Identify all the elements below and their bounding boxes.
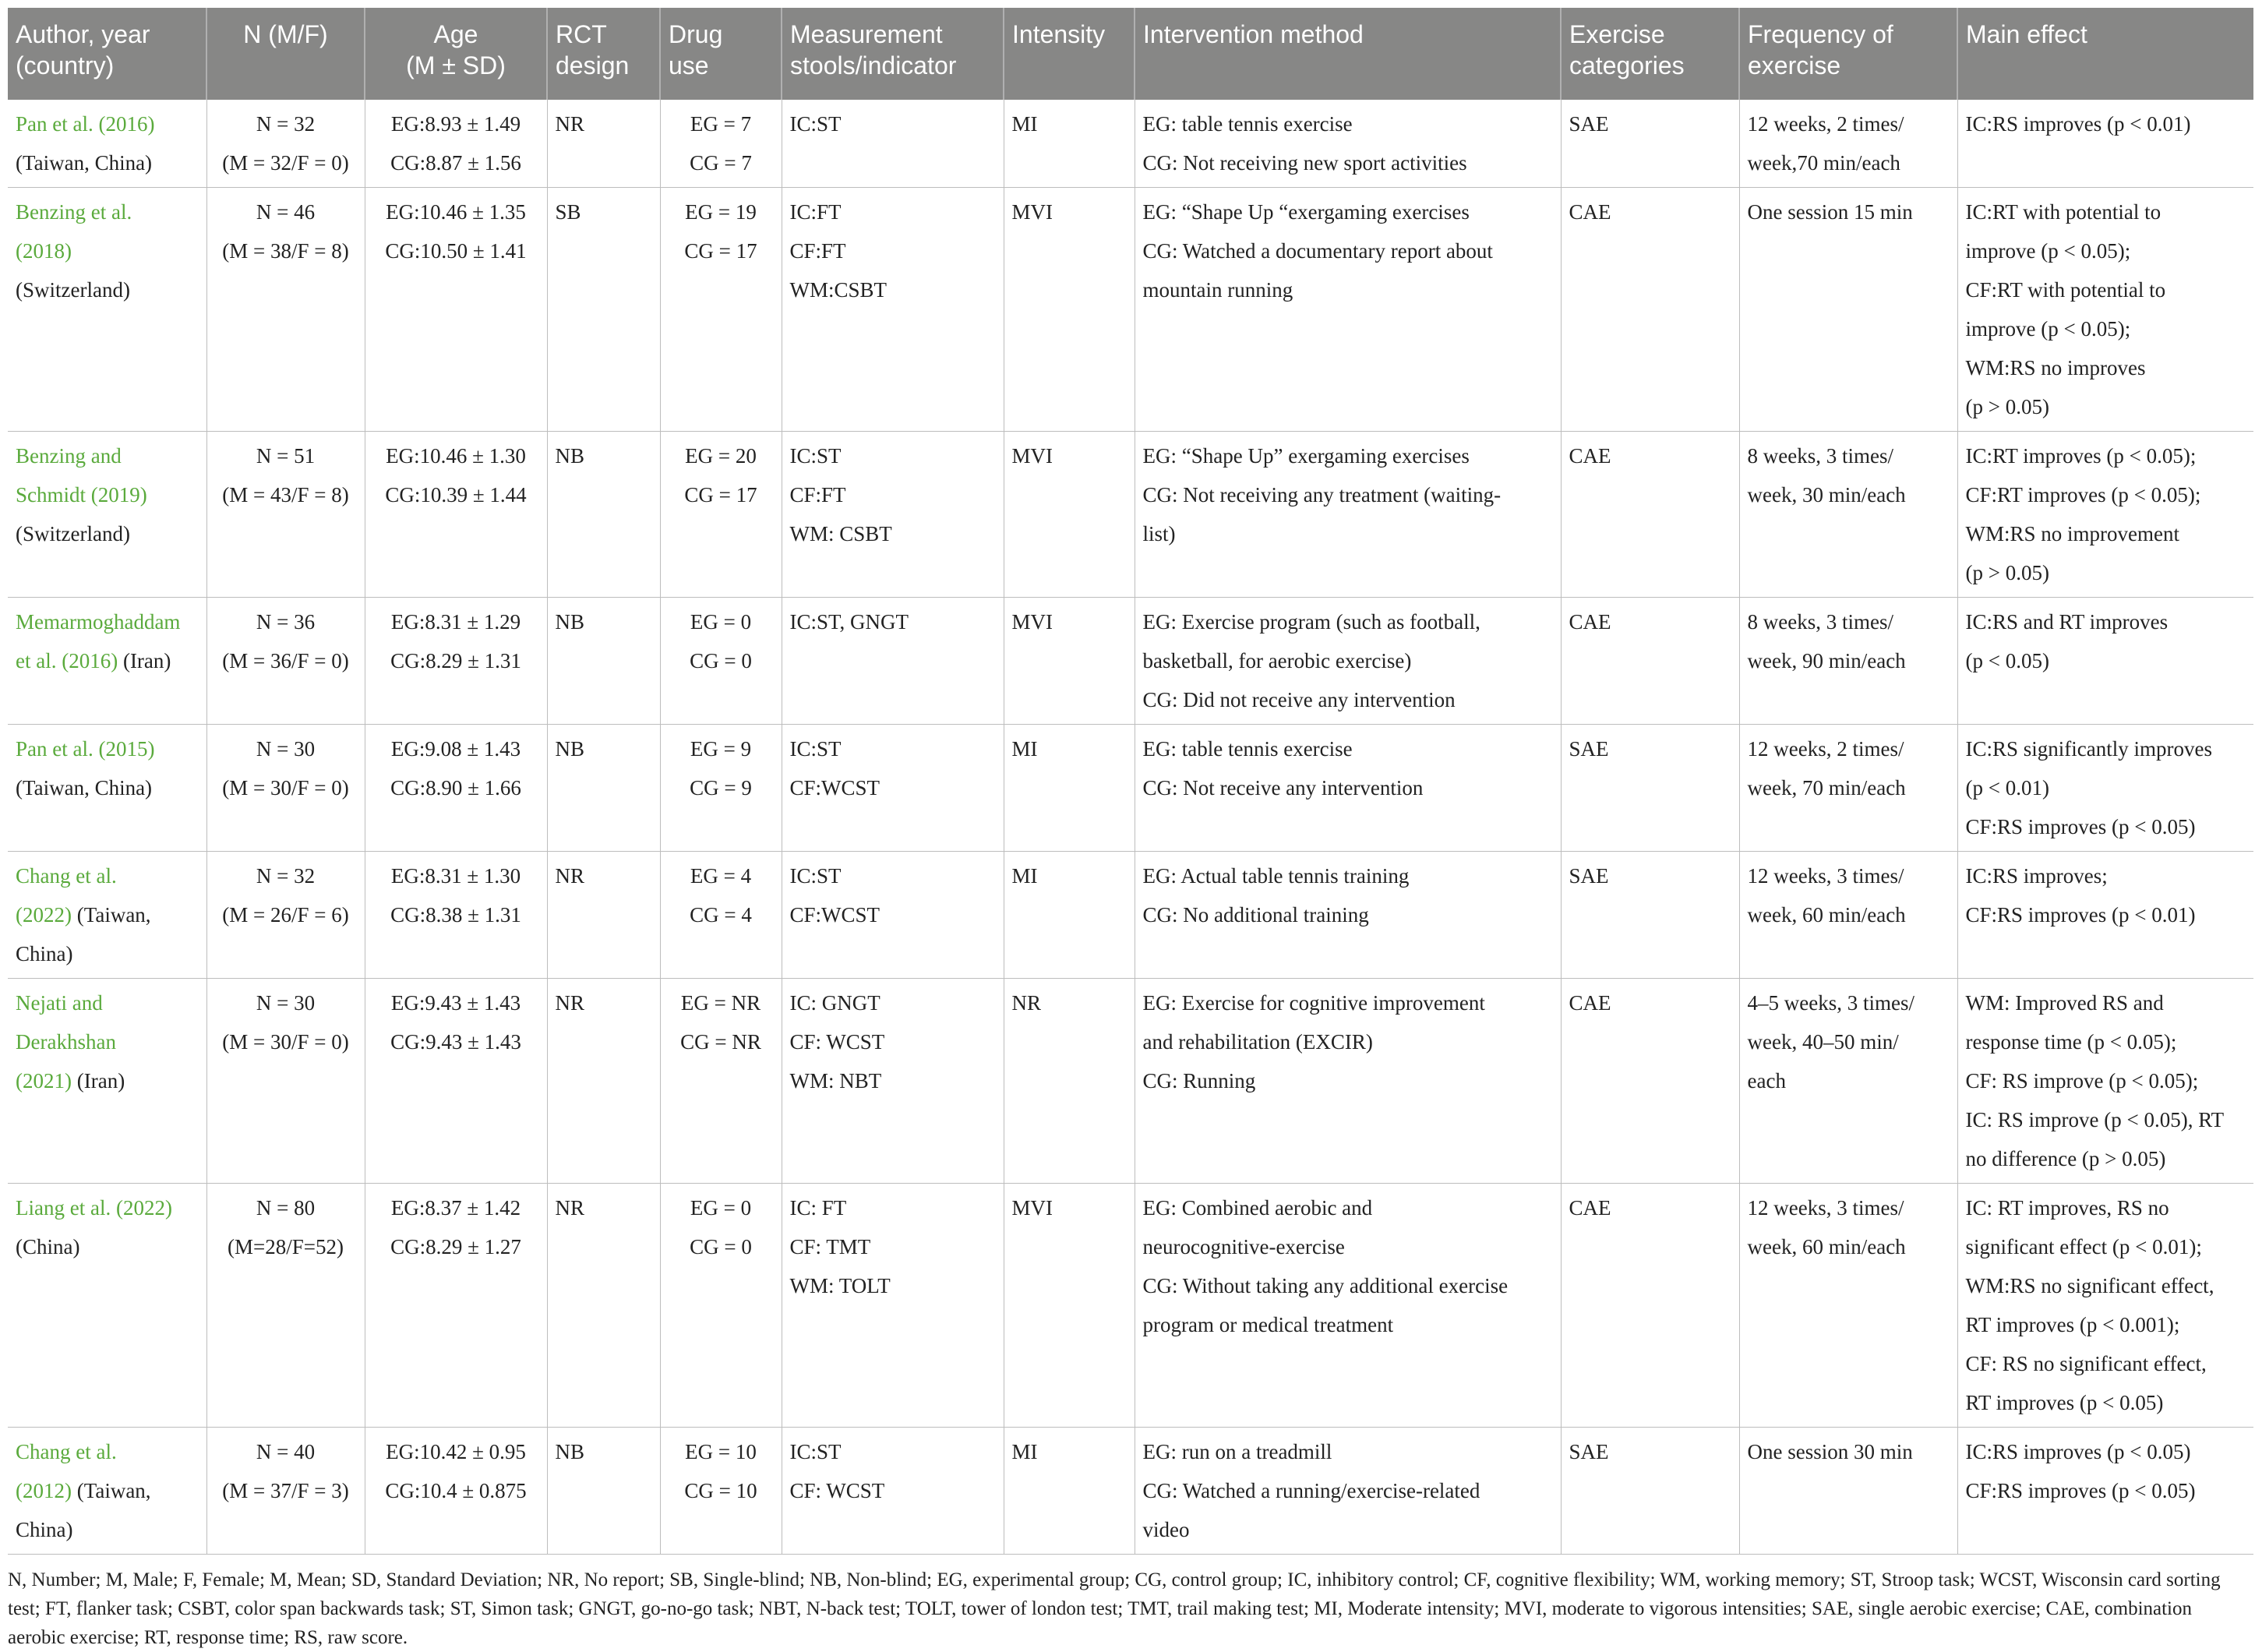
column-header-category: Exercise categories	[1561, 8, 1739, 100]
intensity-cell: MVI	[1004, 598, 1135, 725]
drug-use-cell: EG = 4 CG = 4	[660, 852, 782, 979]
author-country: (Taiwan, China)	[16, 151, 153, 175]
author-cell	[8, 1184, 206, 1428]
category-cell: SAE	[1561, 852, 1739, 979]
drug-use-cell: EG = 7 CG = 7	[660, 100, 782, 188]
author-country: (Iran)	[71, 1069, 125, 1093]
rct-design-cell: NB	[547, 432, 660, 598]
main-effect-cell: WM: Improved RS and response time (p < 0.05); CF: RS improve (p < 0.05); IC: RS improve (p < 0.05), RT no difference (p > 0.05)	[1957, 979, 2253, 1184]
table-row	[8, 979, 2253, 1184]
category-cell: CAE	[1561, 188, 1739, 432]
intervention-cell: EG: Actual table tennis training CG: No additional training	[1135, 852, 1561, 979]
rct-design-cell: NR	[547, 100, 660, 188]
author-country: (China)	[16, 1235, 80, 1258]
column-header-intervention: Intervention method	[1135, 8, 1561, 100]
table-row	[8, 598, 2253, 725]
rct-design-cell: NR	[547, 1184, 660, 1428]
n-cell: N = 32 (M = 26/F = 6)	[206, 852, 365, 979]
main-effect-cell: IC:RS improves (p < 0.05) CF:RS improves (p < 0.05)	[1957, 1428, 2253, 1555]
age-cell: EG:8.31 ± 1.30 CG:8.38 ± 1.31	[365, 852, 547, 979]
drug-use-cell: EG = 0 CG = 0	[660, 598, 782, 725]
main-effect-cell: IC:RS significantly improves (p < 0.01) CF:RS improves (p < 0.05)	[1957, 725, 2253, 852]
table-row	[8, 1184, 2253, 1428]
column-header-frequency: Frequency of exercise	[1739, 8, 1957, 100]
measurement-cell: IC:ST CF:FT WM: CSBT	[782, 432, 1004, 598]
frequency-cell: 4–5 weeks, 3 times/ week, 40–50 min/ each	[1739, 979, 1957, 1184]
study-reference-link[interactable]: Memarmoghaddam et al. (2016)	[16, 610, 181, 672]
category-cell: SAE	[1561, 1428, 1739, 1555]
age-cell: EG:8.93 ± 1.49 CG:8.87 ± 1.56	[365, 100, 547, 188]
main-effect-cell: IC:RS improves (p < 0.01)	[1957, 100, 2253, 188]
main-effect-cell: IC:RT improves (p < 0.05); CF:RT improves (p < 0.05); WM:RS no improvement (p > 0.05)	[1957, 432, 2253, 598]
study-reference-link[interactable]: Benzing et al. (2018)	[16, 200, 132, 263]
measurement-cell: IC:ST CF:WCST	[782, 852, 1004, 979]
category-cell: CAE	[1561, 432, 1739, 598]
category-cell: SAE	[1561, 100, 1739, 188]
intensity-cell: MVI	[1004, 1184, 1135, 1428]
measurement-cell: IC:ST CF: WCST	[782, 1428, 1004, 1555]
n-cell: N = 51 (M = 43/F = 8)	[206, 432, 365, 598]
category-cell: CAE	[1561, 598, 1739, 725]
table-row	[8, 725, 2253, 852]
drug-use-cell: EG = 10 CG = 10	[660, 1428, 782, 1555]
drug-use-cell: EG = 9 CG = 9	[660, 725, 782, 852]
main-effect-cell: IC:RS and RT improves (p < 0.05)	[1957, 598, 2253, 725]
author-cell	[8, 852, 206, 979]
main-effect-cell: IC: RT improves, RS no significant effect (p < 0.01); WM:RS no significant effect, RT improves (p < 0.001); CF: RS no significant effect, RT improves (p < 0.05)	[1957, 1184, 2253, 1428]
studies-table	[8, 8, 2253, 1555]
intensity-cell: MVI	[1004, 188, 1135, 432]
table-row	[8, 188, 2253, 432]
drug-use-cell: EG = 19 CG = 17	[660, 188, 782, 432]
intensity-cell: MI	[1004, 852, 1135, 979]
intensity-cell: NR	[1004, 979, 1135, 1184]
category-cell: CAE	[1561, 1184, 1739, 1428]
frequency-cell: 12 weeks, 2 times/ week, 70 min/each	[1739, 725, 1957, 852]
rct-design-cell: NB	[547, 1428, 660, 1555]
intensity-cell: MI	[1004, 725, 1135, 852]
drug-use-cell: EG = 0 CG = 0	[660, 1184, 782, 1428]
rct-design-cell: NB	[547, 725, 660, 852]
intervention-cell: EG: table tennis exercise CG: Not receiving new sport activities	[1135, 100, 1561, 188]
intervention-cell: EG: run on a treadmill CG: Watched a running/exercise-related video	[1135, 1428, 1561, 1555]
measurement-cell: IC:ST	[782, 100, 1004, 188]
measurement-cell: IC: GNGT CF: WCST WM: NBT	[782, 979, 1004, 1184]
study-reference-link[interactable]: Liang et al. (2022)	[16, 1196, 172, 1220]
measurement-cell: IC:FT CF:FT WM:CSBT	[782, 188, 1004, 432]
intensity-cell: MI	[1004, 1428, 1135, 1555]
author-cell	[8, 979, 206, 1184]
frequency-cell: 8 weeks, 3 times/ week, 90 min/each	[1739, 598, 1957, 725]
author-cell	[8, 598, 206, 725]
n-cell: N = 30 (M = 30/F = 0)	[206, 979, 365, 1184]
n-cell: N = 30 (M = 30/F = 0)	[206, 725, 365, 852]
n-cell: N = 36 (M = 36/F = 0)	[206, 598, 365, 725]
table-footnote: N, Number; M, Male; F, Female; M, Mean; SD, Standard Deviation; NR, No report; SB, Single-blind; NB, Non-blind; EG, experimental group; CG, control group; IC, inhibitory control; CF, cognitive flexibility; WM, working memory; ST, Stroop task; WCST, Wisconsin card sorting test; FT, flanker task; CSBT, color span backwards task; ST, Simon task; GNGT, go-no-go task; NBT, N-back test; TOLT, tower of london test; TMT, trail making test; MI, Moderate intensity; MVI, moderate to vigorous intensities; SAE, single aerobic exercise; CAE, combination aerobic exercise; RT, response time; RS, raw score.	[8, 1569, 2221, 1648]
intensity-cell: MVI	[1004, 432, 1135, 598]
author-cell	[8, 100, 206, 188]
table-row	[8, 852, 2253, 979]
intervention-cell: EG: “Shape Up” exergaming exercises CG: Not receiving any treatment (waiting- list)	[1135, 432, 1561, 598]
column-header-measurement: Measurement stools/indicator	[782, 8, 1004, 100]
table-row	[8, 432, 2253, 598]
header-row	[8, 8, 2253, 100]
intervention-cell: EG: Exercise program (such as football, basketball, for aerobic exercise) CG: Did not receive any intervention	[1135, 598, 1561, 725]
drug-use-cell: EG = NR CG = NR	[660, 979, 782, 1184]
category-cell: SAE	[1561, 725, 1739, 852]
study-reference-link[interactable]: Pan et al. (2015)	[16, 737, 155, 761]
column-header-intensity: Intensity	[1004, 8, 1135, 100]
intervention-cell: EG: “Shape Up “exergaming exercises CG: Watched a documentary report about mountain running	[1135, 188, 1561, 432]
rct-design-cell: NR	[547, 979, 660, 1184]
author-country: (Iran)	[118, 649, 171, 672]
author-cell	[8, 432, 206, 598]
column-header-rct-design: RCT design	[547, 8, 660, 100]
author-cell	[8, 188, 206, 432]
table-body	[8, 100, 2253, 1555]
intensity-cell: MI	[1004, 100, 1135, 188]
column-header-main-effect: Main effect	[1957, 8, 2253, 100]
frequency-cell: 8 weeks, 3 times/ week, 30 min/each	[1739, 432, 1957, 598]
frequency-cell: 12 weeks, 3 times/ week, 60 min/each	[1739, 1184, 1957, 1428]
measurement-cell: IC:ST, GNGT	[782, 598, 1004, 725]
column-header-author: Author, year (country)	[8, 8, 206, 100]
rct-design-cell: SB	[547, 188, 660, 432]
frequency-cell: 12 weeks, 2 times/ week,70 min/each	[1739, 100, 1957, 188]
author-country: (Switzerland)	[16, 522, 130, 545]
study-reference-link[interactable]: Pan et al. (2016)	[16, 112, 155, 136]
intervention-cell: EG: Combined aerobic and neurocognitive-exercise CG: Without taking any additional exercise program or medical treatment	[1135, 1184, 1561, 1428]
column-header-n: N (M/F)	[206, 8, 365, 100]
intervention-cell: EG: Exercise for cognitive improvement and rehabilitation (EXCIR) CG: Running	[1135, 979, 1561, 1184]
frequency-cell: One session 15 min	[1739, 188, 1957, 432]
main-effect-cell: IC:RS improves; CF:RS improves (p < 0.01)	[1957, 852, 2253, 979]
measurement-cell: IC: FT CF: TMT WM: TOLT	[782, 1184, 1004, 1428]
author-cell	[8, 725, 206, 852]
study-reference-link[interactable]: Nejati and Derakhshan (2021)	[16, 991, 116, 1093]
table-row	[8, 1428, 2253, 1555]
column-header-age: Age (M ± SD)	[365, 8, 547, 100]
study-reference-link[interactable]: Chang et al. (2012)	[16, 1440, 117, 1502]
age-cell: EG:8.37 ± 1.42 CG:8.29 ± 1.27	[365, 1184, 547, 1428]
table-container	[8, 8, 2253, 1652]
age-cell: EG:10.46 ± 1.35 CG:10.50 ± 1.41	[365, 188, 547, 432]
frequency-cell: 12 weeks, 3 times/ week, 60 min/each	[1739, 852, 1957, 979]
age-cell: EG:9.43 ± 1.43 CG:9.43 ± 1.43	[365, 979, 547, 1184]
author-country: (Switzerland)	[16, 278, 130, 302]
author-country: (Taiwan, China)	[16, 1479, 151, 1541]
rct-design-cell: NR	[547, 852, 660, 979]
study-reference-link[interactable]: Benzing and Schmidt (2019)	[16, 444, 147, 507]
author-cell	[8, 1428, 206, 1555]
n-cell: N = 80 (M=28/F=52)	[206, 1184, 365, 1428]
drug-use-cell: EG = 20 CG = 17	[660, 432, 782, 598]
n-cell: N = 46 (M = 38/F = 8)	[206, 188, 365, 432]
age-cell: EG:10.46 ± 1.30 CG:10.39 ± 1.44	[365, 432, 547, 598]
n-cell: N = 32 (M = 32/F = 0)	[206, 100, 365, 188]
author-country: (Taiwan, China)	[16, 776, 153, 800]
table-row	[8, 100, 2253, 188]
category-cell: CAE	[1561, 979, 1739, 1184]
author-country: (Taiwan, China)	[16, 903, 151, 965]
age-cell: EG:8.31 ± 1.29 CG:8.29 ± 1.31	[365, 598, 547, 725]
measurement-cell: IC:ST CF:WCST	[782, 725, 1004, 852]
age-cell: EG:10.42 ± 0.95 CG:10.4 ± 0.875	[365, 1428, 547, 1555]
age-cell: EG:9.08 ± 1.43 CG:8.90 ± 1.66	[365, 725, 547, 852]
frequency-cell: One session 30 min	[1739, 1428, 1957, 1555]
intervention-cell: EG: table tennis exercise CG: Not receive any intervention	[1135, 725, 1561, 852]
main-effect-cell: IC:RT with potential to improve (p < 0.05); CF:RT with potential to improve (p < 0.05); WM:RS no improves (p > 0.05)	[1957, 188, 2253, 432]
column-header-drug-use: Drug use	[660, 8, 782, 100]
study-reference-link[interactable]: Chang et al. (2022)	[16, 864, 117, 927]
rct-design-cell: NB	[547, 598, 660, 725]
n-cell: N = 40 (M = 37/F = 3)	[206, 1428, 365, 1555]
